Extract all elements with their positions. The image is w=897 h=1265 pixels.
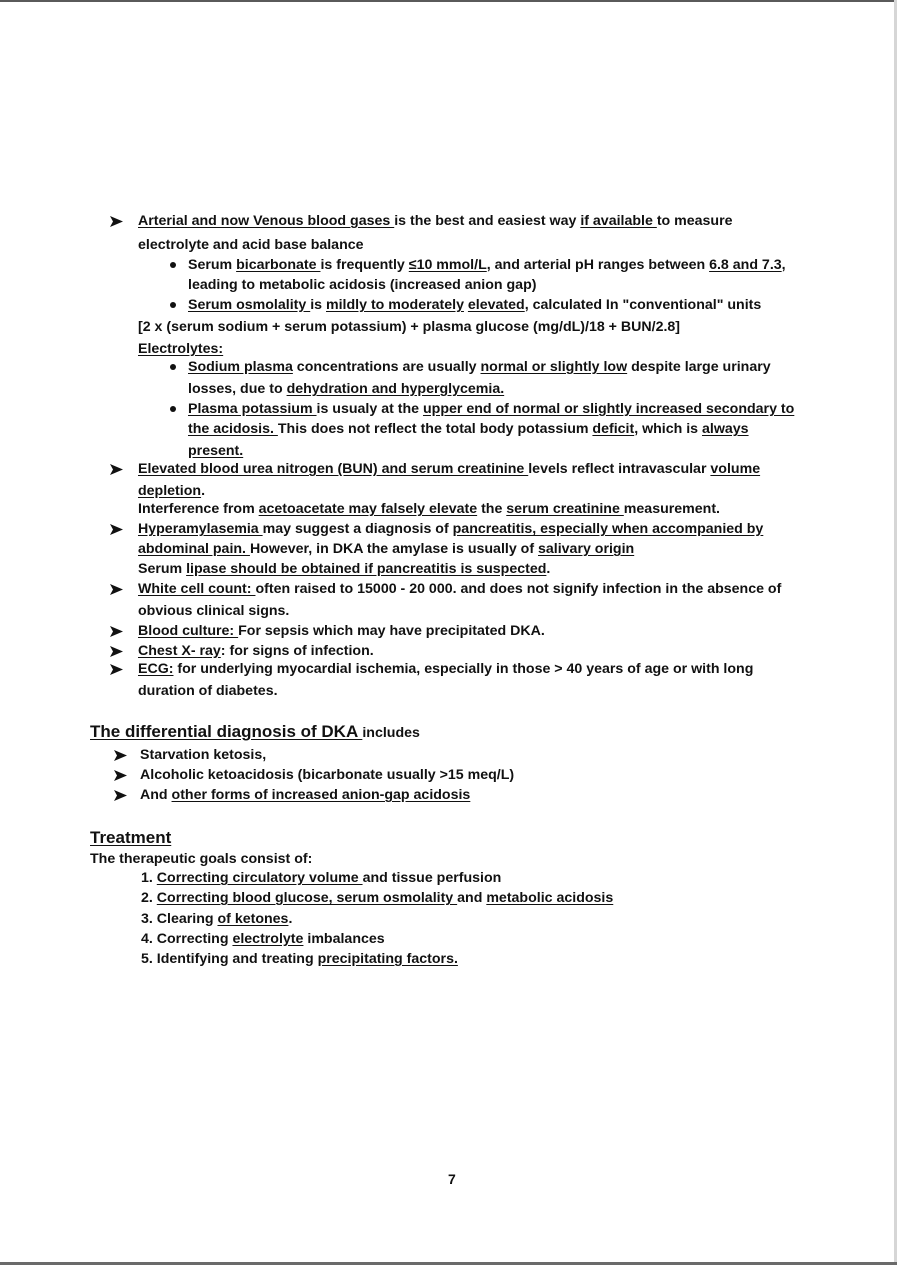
- text-run: and: [457, 890, 487, 906]
- arrow-bullet-icon: [110, 520, 124, 538]
- underlined-text: deficit: [592, 421, 635, 437]
- bullet-dot-icon: [170, 302, 176, 308]
- underlined-text: acetoacetate may falsely elevate: [258, 501, 478, 517]
- arrow-bullet-icon: [110, 460, 124, 478]
- underlined-text: Serum osmolality: [188, 297, 311, 313]
- arrow-bullet-icon: [110, 212, 124, 230]
- underlined-text: metabolic acidosis: [486, 890, 614, 906]
- lab-line: [138, 602, 289, 620]
- underlined-text: bicarbonate: [236, 257, 321, 273]
- lab-line: [138, 580, 781, 598]
- text-run: Starvation ketosis,: [140, 747, 267, 763]
- lab-line: [138, 500, 720, 518]
- underlined-text: elevated: [467, 297, 525, 313]
- underlined-text: Hyperamylasemia: [138, 521, 263, 537]
- lab-line: [188, 256, 786, 274]
- arrow-bullet-icon: [110, 622, 124, 640]
- text-run: measurement.: [623, 501, 720, 517]
- arrow-bullet-icon: [114, 746, 128, 764]
- text-run: , which is: [634, 421, 703, 437]
- treatment-item: [141, 910, 292, 928]
- text-run: 1.: [141, 870, 157, 886]
- underlined-text: ECG:: [138, 661, 174, 677]
- text-run: is: [310, 297, 326, 313]
- text-run: And: [140, 787, 172, 803]
- differential-item: [140, 746, 266, 764]
- underlined-text: depletion: [138, 483, 202, 499]
- underlined-text: Chest X- ray: [138, 643, 221, 659]
- treatment-item: [141, 869, 501, 887]
- text-run: duration of diabetes.: [138, 683, 278, 699]
- lab-line: [188, 276, 536, 294]
- treatment-item: [141, 930, 385, 948]
- underlined-text: abdominal pain.: [138, 541, 250, 557]
- text-run: [2 x (serum sodium + serum potassium) + plasma glucose (mg/dL)/18 + BUN/2.8]: [138, 319, 681, 335]
- lab-line: [188, 380, 504, 398]
- text-run: for underlying myocardial ischemia, especially in those > 40 years of age or with long: [173, 661, 754, 677]
- text-run: : for signs of infection.: [220, 643, 374, 659]
- underlined-text: always: [702, 421, 749, 437]
- treatment-item: [141, 889, 613, 907]
- underlined-text: Plasma potassium: [188, 401, 317, 417]
- treatment-intro: The therapeutic goals consist of:: [90, 851, 313, 867]
- lab-line: [138, 682, 278, 700]
- lab-line: [138, 642, 374, 660]
- lab-line: [138, 622, 545, 640]
- underlined-text: precipitating factors.: [317, 951, 458, 967]
- text-run: leading to metabolic acidosis (increased anion gap): [188, 277, 537, 293]
- text-run: .: [201, 483, 206, 499]
- electrolytes-subheading: [138, 340, 223, 358]
- lab-line: [188, 296, 761, 314]
- text-run: to measure: [656, 213, 733, 229]
- text-run: obvious clinical signs.: [138, 603, 290, 619]
- underlined-text: serum creatinine: [506, 501, 624, 517]
- lab-line: [138, 482, 205, 500]
- underlined-text: present.: [188, 443, 244, 459]
- underlined-text: lipase should be obtained if pancreatitis is suspected: [186, 561, 547, 577]
- text-run: .: [288, 911, 293, 927]
- underlined-text: other forms of increased anion-gap acidosis: [171, 787, 471, 803]
- underlined-text: Electrolytes:: [138, 341, 224, 357]
- lab-line: [138, 460, 760, 478]
- underlined-text: Blood culture:: [138, 623, 239, 639]
- text-run: , calculated In "conventional" units: [524, 297, 762, 313]
- text-run: is frequently: [320, 257, 409, 273]
- differential-item: [140, 786, 470, 804]
- treatment-heading: Treatment: [90, 828, 172, 847]
- text-run: , and arterial pH ranges between: [486, 257, 710, 273]
- lab-line: [138, 540, 634, 558]
- arrow-bullet-icon: [110, 580, 124, 598]
- text-run: 4. Correcting: [141, 931, 233, 947]
- text-run: despite large urinary: [627, 359, 771, 375]
- underlined-text: dehydration and hyperglycemia.: [286, 381, 505, 397]
- underlined-text: ≤10 mmol/L: [408, 257, 487, 273]
- underlined-text: upper end of normal or slightly increased secondary to: [422, 401, 795, 417]
- underlined-text: Elevated blood urea nitrogen (BUN) and serum creatinine: [138, 461, 529, 477]
- underlined-text: of ketones: [217, 911, 289, 927]
- text-run: is usualy at the: [316, 401, 423, 417]
- text-run: .: [546, 561, 551, 577]
- underlined-text: volume: [710, 461, 761, 477]
- underlined-text: pancreatitis, especially when accompanied by: [452, 521, 764, 537]
- arrow-bullet-icon: [110, 660, 124, 678]
- text-run: 5. Identifying and treating: [141, 951, 318, 967]
- text-run: the: [477, 501, 507, 517]
- text-run: and tissue perfusion: [362, 870, 502, 886]
- underlined-text: mildly to moderately: [326, 297, 464, 313]
- text-run: 2.: [141, 890, 157, 906]
- page-number: 7: [448, 1171, 456, 1187]
- lab-line: [138, 660, 753, 678]
- underlined-text: if available: [580, 213, 657, 229]
- text-run: electrolyte and acid base balance: [138, 237, 364, 253]
- text-run: Alcoholic ketoacidosis (bicarbonate usually >15 meq/L): [140, 767, 515, 783]
- underlined-text: Correcting blood glucose, serum osmolality: [156, 890, 458, 906]
- arrow-bullet-icon: [114, 766, 128, 784]
- lab-line: [188, 442, 243, 460]
- page-top-edge: [0, 0, 897, 2]
- differential-heading: The differential diagnosis of DKA includes: [90, 722, 420, 741]
- text-run: is the best and easiest way: [394, 213, 581, 229]
- differential-item: [140, 766, 514, 784]
- underlined-text: White cell count:: [138, 581, 256, 597]
- underlined-text: 6.8 and 7.3: [709, 257, 782, 273]
- text-run: Interference from: [138, 501, 259, 517]
- text-run: imbalances: [303, 931, 385, 947]
- text-run: 3. Clearing: [141, 911, 218, 927]
- text-run: often raised to 15000 - 20 000. and does not signify infection in the absence of: [255, 581, 782, 597]
- text-run: levels reflect intravascular: [528, 461, 711, 477]
- text-run: For sepsis which may have precipitated DKA.: [238, 623, 545, 639]
- text-run: losses, due to: [188, 381, 287, 397]
- text-run: Serum: [138, 561, 187, 577]
- bullet-dot-icon: [170, 406, 176, 412]
- text-run: ,: [781, 257, 786, 273]
- treatment-item: [141, 950, 458, 968]
- underlined-text: The differential diagnosis of DKA: [90, 722, 363, 741]
- lab-line: [188, 358, 771, 376]
- underlined-text: normal or slightly low: [480, 359, 628, 375]
- lab-line: [138, 560, 550, 578]
- underlined-text: Sodium plasma: [188, 359, 293, 375]
- text-run: This does not reflect the total body potassium: [277, 421, 593, 437]
- underlined-text: electrolyte: [232, 931, 304, 947]
- lab-line: [138, 212, 733, 230]
- lab-line: [188, 400, 794, 418]
- text-run: However, in DKA the amylase is usually of: [249, 541, 538, 557]
- underlined-text: Correcting circulatory volume: [156, 870, 363, 886]
- arrow-bullet-icon: [110, 642, 124, 660]
- text-run: concentrations are usually: [292, 359, 481, 375]
- bullet-dot-icon: [170, 364, 176, 370]
- underlined-text: Arterial and now Venous blood gases: [138, 213, 395, 229]
- text-run: may suggest a diagnosis of: [262, 521, 453, 537]
- lab-line: [188, 420, 749, 438]
- text-run: Serum: [188, 257, 237, 273]
- underlined-text: salivary origin: [538, 541, 635, 557]
- arrow-bullet-icon: [114, 786, 128, 804]
- lab-line: [138, 520, 763, 538]
- bullet-dot-icon: [170, 262, 176, 268]
- lab-line: [138, 318, 680, 336]
- lab-line: [138, 236, 364, 254]
- underlined-text: the acidosis.: [188, 421, 278, 437]
